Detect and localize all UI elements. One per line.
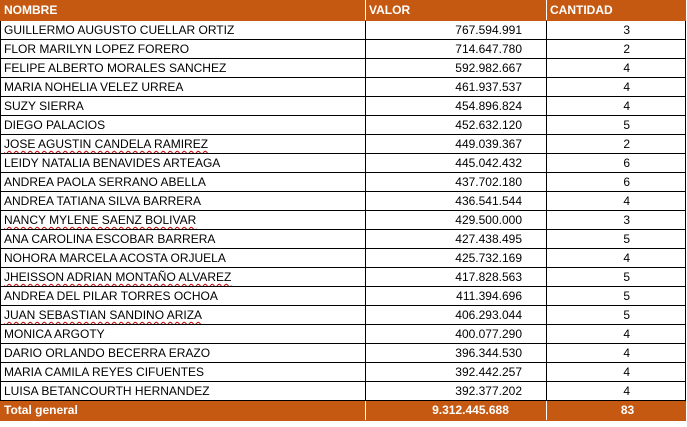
table-row	[1, 78, 686, 97]
total-value-cell[interactable]: 9.312.445.688	[366, 401, 547, 421]
cell-name[interactable]	[1, 230, 366, 249]
table-row	[1, 211, 686, 230]
table-row	[1, 192, 686, 211]
cell-quantity[interactable]: 5	[547, 306, 686, 325]
cell-quantity[interactable]: 3	[547, 211, 686, 230]
cell-value[interactable]: 714.647.780	[366, 40, 547, 59]
table-row	[1, 154, 686, 173]
cell-name[interactable]	[1, 116, 366, 135]
cell-quantity[interactable]: 4	[547, 382, 686, 401]
cell-name-text: ANA CAROLINA ESCOBAR BARRERA	[4, 232, 216, 246]
cell-quantity[interactable]: 4	[547, 249, 686, 268]
cell-name[interactable]	[1, 135, 366, 154]
cell-name[interactable]	[1, 192, 366, 211]
table-row	[1, 40, 686, 59]
cell-name-text: JOSE AGUSTIN CANDELA RAMIREZ	[4, 137, 209, 151]
header-row	[1, 1, 686, 21]
cell-quantity[interactable]: 2	[547, 135, 686, 154]
table-row	[1, 249, 686, 268]
cell-value[interactable]: 767.594.991	[366, 21, 547, 40]
cell-quantity[interactable]: 6	[547, 154, 686, 173]
cell-name[interactable]	[1, 249, 366, 268]
cell-name-text: NOHORA MARCELA ACOSTA ORJUELA	[4, 251, 226, 265]
cell-name-text: ANDREA PAOLA SERRANO ABELLA	[4, 175, 206, 189]
cell-value[interactable]: 392.377.202	[366, 382, 547, 401]
cell-value[interactable]: 445.042.432	[366, 154, 547, 173]
table-row	[1, 306, 686, 325]
cell-quantity[interactable]: 3	[547, 21, 686, 40]
cell-name-text: JHEISSON ADRIAN MONTAÑO ALVAREZ	[4, 270, 232, 284]
cell-value[interactable]: 425.732.169	[366, 249, 547, 268]
cell-value[interactable]: 454.896.824	[366, 97, 547, 116]
cell-value[interactable]: 396.344.530	[366, 344, 547, 363]
cell-name-text: GUILLERMO AUGUSTO CUELLAR ORTIZ	[4, 23, 235, 37]
cell-quantity[interactable]: 5	[547, 287, 686, 306]
cell-value[interactable]: 437.702.180	[366, 173, 547, 192]
header-cell-value[interactable]: VALOR	[366, 1, 547, 21]
cell-name-text: LUISA BETANCOURTH HERNANDEZ	[4, 384, 210, 398]
cell-quantity[interactable]: 2	[547, 40, 686, 59]
cell-name[interactable]	[1, 59, 366, 78]
cell-name[interactable]	[1, 325, 366, 344]
cell-quantity[interactable]: 5	[547, 116, 686, 135]
cell-name[interactable]	[1, 306, 366, 325]
cell-quantity[interactable]: 4	[547, 97, 686, 116]
cell-name-text: ANDREA TATIANA SILVA BARRERA	[4, 194, 201, 208]
table-row	[1, 135, 686, 154]
cell-value[interactable]: 400.077.290	[366, 325, 547, 344]
cell-name-text: SUZY SIERRA	[4, 99, 84, 113]
table-body	[1, 21, 686, 401]
table-row	[1, 59, 686, 78]
cell-value[interactable]: 427.438.495	[366, 230, 547, 249]
cell-quantity[interactable]: 5	[547, 268, 686, 287]
table-row	[1, 116, 686, 135]
cell-quantity[interactable]: 5	[547, 230, 686, 249]
cell-value[interactable]: 417.828.563	[366, 268, 547, 287]
total-quantity-cell[interactable]: 83	[547, 401, 686, 421]
cell-value[interactable]: 411.394.696	[366, 287, 547, 306]
cell-name-text: MARIA CAMILA REYES CIFUENTES	[4, 365, 205, 379]
cell-quantity[interactable]: 4	[547, 363, 686, 382]
cell-quantity[interactable]: 4	[547, 78, 686, 97]
table-row	[1, 287, 686, 306]
cell-value[interactable]: 592.982.667	[366, 59, 547, 78]
cell-quantity[interactable]: 6	[547, 173, 686, 192]
cell-value[interactable]: 452.632.120	[366, 116, 547, 135]
cell-name-text: DIEGO PALACIOS	[4, 118, 106, 132]
cell-name[interactable]	[1, 268, 366, 287]
cell-name-text: JUAN SEBASTIAN SANDINO ARIZA	[4, 308, 203, 322]
table-row	[1, 173, 686, 192]
cell-value[interactable]: 461.937.537	[366, 78, 547, 97]
table-row	[1, 97, 686, 116]
cell-quantity[interactable]: 4	[547, 325, 686, 344]
cell-name[interactable]	[1, 154, 366, 173]
cell-value[interactable]: 436.541.544	[366, 192, 547, 211]
cell-name-text: MONICA ARGOTY	[4, 327, 105, 341]
table-row	[1, 325, 686, 344]
cell-name[interactable]	[1, 97, 366, 116]
cell-quantity[interactable]: 4	[547, 59, 686, 78]
cell-value[interactable]: 406.293.044	[366, 306, 547, 325]
cell-name-text: FLOR MARILYN LOPEZ FORERO	[4, 42, 190, 56]
table-row	[1, 21, 686, 40]
cell-name[interactable]	[1, 211, 366, 230]
cell-name[interactable]	[1, 173, 366, 192]
cell-name-text: LEIDY NATALIA BENAVIDES ARTEAGA	[4, 156, 221, 170]
total-label-cell[interactable]: Total general	[1, 401, 366, 421]
cell-name-text: ANDREA DEL PILAR TORRES OCHOA	[4, 289, 218, 303]
cell-name-text: FELIPE ALBERTO MORALES SANCHEZ	[4, 61, 227, 75]
cell-name[interactable]	[1, 344, 366, 363]
cell-value[interactable]: 449.039.367	[366, 135, 547, 154]
table-row	[1, 268, 686, 287]
cell-name-text: MARIA NOHELIA VELEZ URREA	[4, 80, 184, 94]
cell-value[interactable]: 429.500.000	[366, 211, 547, 230]
cell-name-text: DARIO ORLANDO BECERRA ERAZO	[4, 346, 211, 360]
header-cell-name[interactable]: NOMBRE	[1, 1, 366, 21]
cell-name[interactable]	[1, 78, 366, 97]
cell-value[interactable]: 392.442.257	[366, 363, 547, 382]
table-row	[1, 230, 686, 249]
cell-name[interactable]	[1, 287, 366, 306]
cell-quantity[interactable]: 4	[547, 344, 686, 363]
header-cell-quantity[interactable]: CANTIDAD	[547, 1, 686, 21]
table-row	[1, 344, 686, 363]
cell-name[interactable]	[1, 382, 366, 401]
table-row	[1, 363, 686, 382]
total-row	[1, 401, 686, 421]
cell-quantity[interactable]: 4	[547, 192, 686, 211]
cell-name-text: NANCY MYLENE SAENZ BOLIVAR	[4, 213, 197, 227]
cell-name[interactable]	[1, 40, 366, 59]
cell-name[interactable]	[1, 21, 366, 40]
cell-name[interactable]	[1, 363, 366, 382]
table-row	[1, 382, 686, 401]
